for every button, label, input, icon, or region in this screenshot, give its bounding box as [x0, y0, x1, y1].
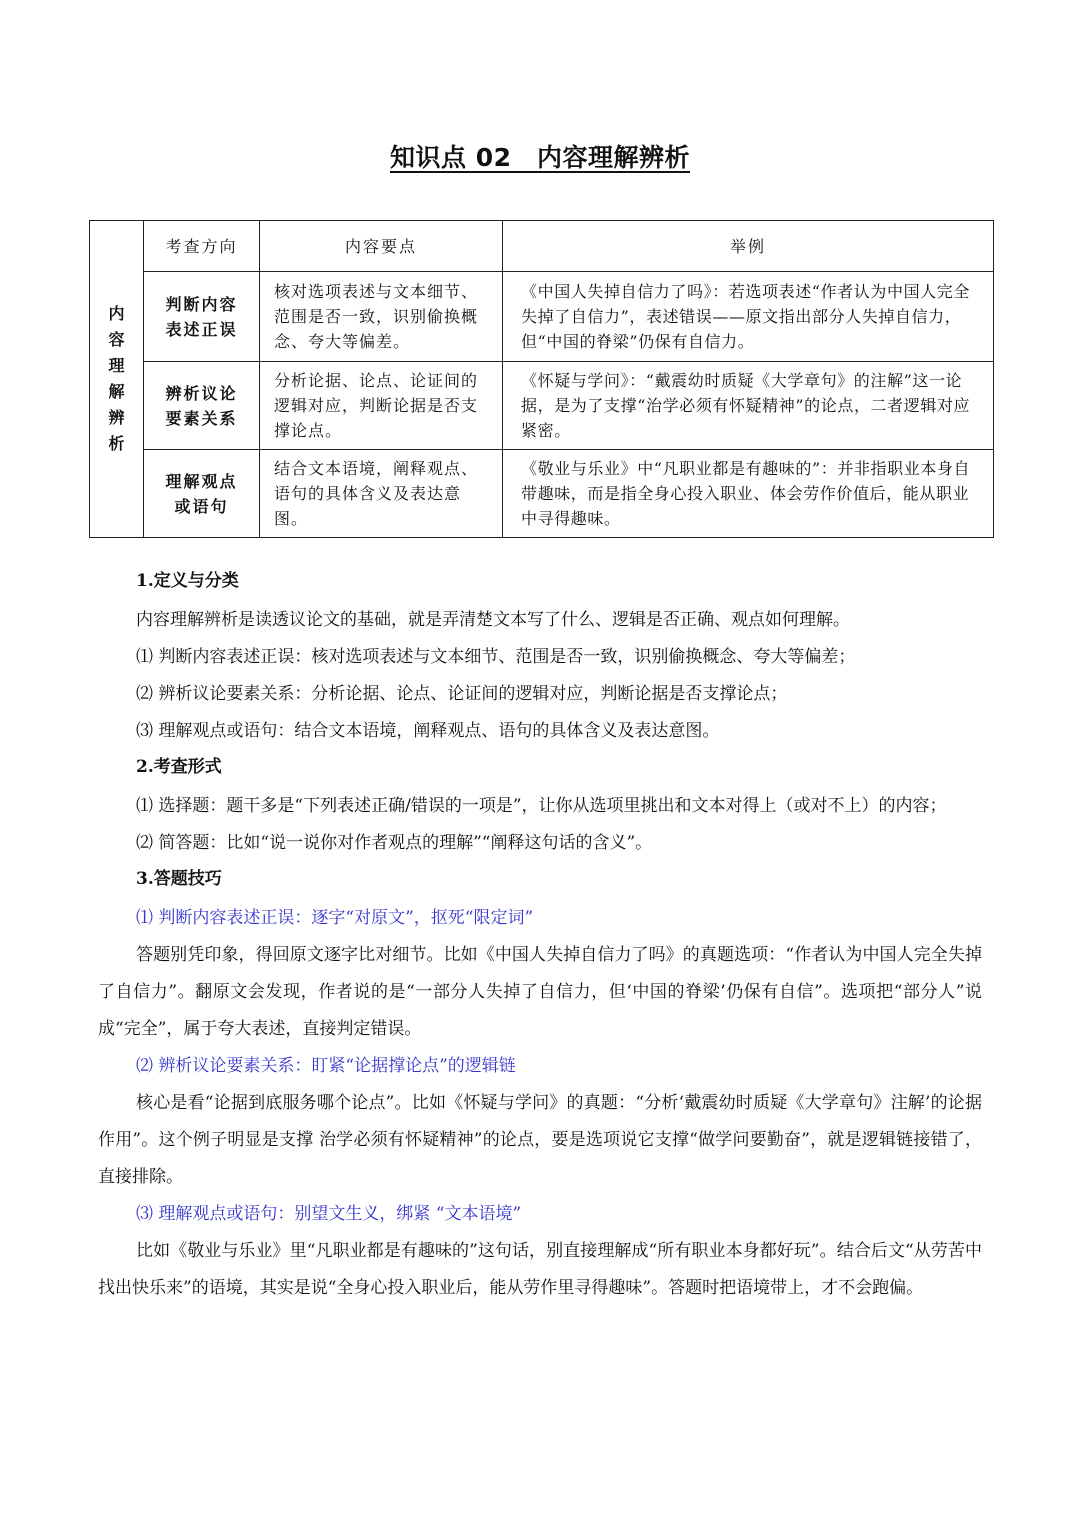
paragraph: 答题别凭印象，得回原文逐字比对细节。比如《中国人失掉自信力了吗》的真题选项：“作者认为中国人完全失掉了自信力”。翻原文会发现，作者说的是“一部分人失掉了自信力，但‘中国的脊梁’仍保有自信”。选项把“部分人”说成“完全”，属于夸大表述，直接判定错误。	[98, 945, 982, 1039]
direction-cell: 判断内容 表述正误	[144, 272, 260, 362]
table-row	[90, 362, 994, 450]
section-heading-forms: 2.考查形式	[136, 757, 222, 777]
list-item: ⑴ 选择题：题干多是“下列表述正确/错误的一项是”，让你从选项里挑出和文本对得上（或对不上）的内容；	[136, 796, 947, 816]
list-item: ⑵ 简答题：比如“说一说你对作者观点的理解”“阐释这句话的含义”。	[136, 833, 653, 853]
tip-title: ⑵ 辨析议论要素关系：盯紧“论据撑论点”的逻辑链	[136, 1056, 516, 1076]
column-header-points: 内容要点	[260, 221, 503, 272]
table-row	[90, 272, 994, 362]
direction-cell: 理解观点 或语句	[144, 450, 260, 538]
column-header-direction: 考查方向	[144, 221, 260, 272]
example-cell: 《中国人失掉自信力了吗》：若选项表述“作者认为中国人完全失掉了自信力”，表述错误——原文指出部分人失掉自信力，但“中国的脊梁”仍保有自信力。	[503, 272, 994, 362]
paragraph: 内容理解辨析是读透议论文的基础，就是弄清楚文本写了什么、逻辑是否正确、观点如何理解。	[136, 610, 850, 630]
points-cell: 核对选项表述与文本细节、范围是否一致，识别偷换概念、夸大等偏差。	[260, 272, 503, 362]
paragraph: 核心是看“论据到底服务哪个论点”。比如《怀疑与学问》的真题：“分析‘戴震幼时质疑《大学章句》注解’的论据作用”。这个例子明显是支撑 治学必须有怀疑精神”的论点，要是选项说它支撑“做学问要勤奋”，就是逻辑链接错了，直接排除。	[98, 1093, 982, 1187]
table-row	[90, 450, 994, 538]
section-heading-definition: 1.定义与分类	[136, 571, 239, 591]
table-header-row	[90, 221, 994, 272]
page-title: 知识点 02 内容理解辨析	[390, 143, 690, 172]
knowledge-table	[89, 220, 994, 538]
column-header-example: 举例	[503, 221, 994, 272]
section-heading-skills: 3.答题技巧	[136, 869, 222, 889]
example-cell: 《怀疑与学问》：“戴震幼时质疑《大学章句》的注解”这一论据，是为了支撑“治学必须有怀疑精神”的论点，二者逻辑对应紧密。	[503, 362, 994, 450]
direction-cell: 辨析议论 要素关系	[144, 362, 260, 450]
list-item: ⑶ 理解观点或语句：结合文本语境，阐释观点、语句的具体含义及表达意图。	[136, 721, 720, 741]
list-item: ⑴ 判断内容表述正误：核对选项表述与文本细节、范围是否一致，识别偷换概念、夸大等偏差；	[136, 647, 856, 667]
points-cell: 结合文本语境，阐释观点、语句的具体含义及表达意图。	[260, 450, 503, 538]
document-body	[98, 566, 982, 1307]
list-item: ⑵ 辨析议论要素关系：分析论据、论点、论证间的逻辑对应，判断论据是否支撑论点；	[136, 684, 788, 704]
example-cell: 《敬业与乐业》中“凡职业都是有趣味的”：并非指职业本身自带趣味，而是指全身心投入职业、体会劳作价值后，能从职业中寻得趣味。	[503, 450, 994, 538]
table-side-label: 内 容 理 解 辨 析	[90, 221, 144, 538]
tip-title: ⑴ 判断内容表述正误：逐字“对原文”，抠死“限定词”	[136, 908, 534, 928]
paragraph: 比如《敬业与乐业》里“凡职业都是有趣味的”这句话，别直接理解成“所有职业本身都好玩”。结合后文“从劳苦中找出快乐来”的语境，其实是说“全身心投入职业后，能从劳作里寻得趣味”。答题时把语境带上，才不会跑偏。	[98, 1241, 982, 1298]
tip-title: ⑶ 理解观点或语句：别望文生义，绑紧 “文本语境”	[136, 1204, 522, 1224]
points-cell: 分析论据、论点、论证间的逻辑对应，判断论据是否支撑论点。	[260, 362, 503, 450]
